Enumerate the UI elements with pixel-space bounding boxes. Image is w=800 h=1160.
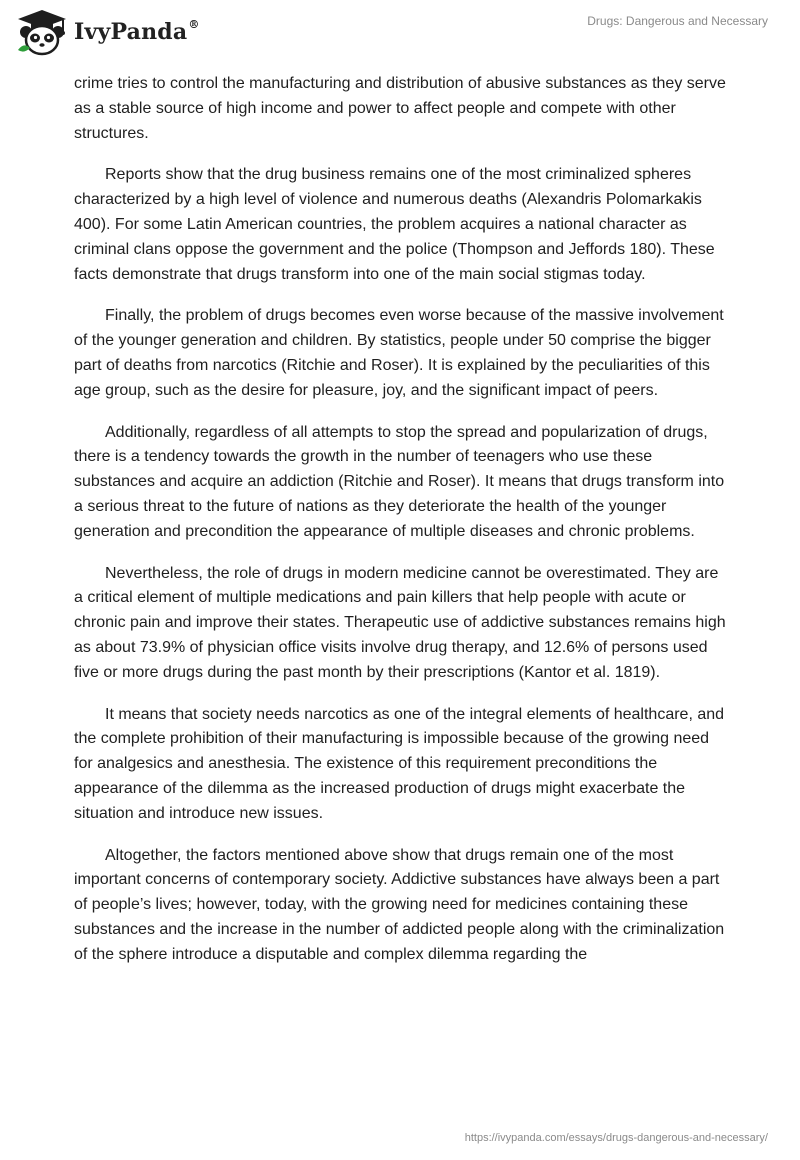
source-url[interactable]: https://ivypanda.com/essays/drugs-dangerous-and-necessary/ — [464, 1132, 768, 1144]
paragraph: Altogether, the factors mentioned above show that drugs remain one of the most important concerns of contemporary society. Addictive substances have always been a part of people’s lives; however, today, with the growing need for medicines containing these substances and the increase in the number of addicted people along with the criminalization of the sphere introduce a disputable and complex dilemma regarding the — [74, 846, 725, 963]
page-header — [0, 0, 800, 64]
paragraph: Nevertheless, the role of drugs in modern medicine cannot be overestimated. They are a critical element of multiple medications and pain killers that help people with acute or chronic pain and improve their states. Therapeutic use of addictive substances remains high as about 73.9% of physician office visits involve drug therapy, and 12.6% of persons used five or more drugs during the past month by their prescriptions (Kantor et al. 1819). — [74, 564, 726, 681]
panda-graduate-icon — [14, 8, 70, 56]
paragraph: Reports show that the drug business remains one of the most criminalized spheres characterized by a high level of violence and numerous deaths (Alexandris Polomarkakis 400). For some Latin American countries, the problem acquires a national character as criminal clans oppose the government and the police (Thompson and Jeffords 180). These facts demonstrate that drugs transform into one of the main social stigmas today. — [74, 166, 715, 283]
paragraph: Finally, the problem of drugs becomes even worse because of the massive involvement of the younger generation and children. By statistics, people under 50 comprise the bigger part of deaths from narcotics (Ritchie and Roser). It is explained by the peculiarities of this age group, such as the desire for pleasure, joy, and the significant impact of peers. — [74, 307, 724, 399]
brand-name: IvyPanda® — [74, 17, 200, 45]
paragraph: crime tries to control the manufacturing and distribution of abusive substances as they serve as a stable source of high income and power to affect people and compete with other structures. — [74, 75, 726, 142]
document-title: Drugs: Dangerous and Necessary — [587, 14, 768, 28]
brand-logo[interactable] — [14, 8, 200, 56]
registered-mark: ® — [188, 17, 200, 31]
essay-body — [74, 72, 730, 985]
paragraph: Additionally, regardless of all attempts to stop the spread and popularization of drugs, there is a tendency towards the growth in the number of teenagers who use these substances and acquire an addiction (Ritchie and Roser). It means that drugs transform into a serious threat to the future of nations as they deteriorate the health of the younger generation and precondition the appearance of multiple diseases and chronic problems. — [74, 423, 725, 540]
paragraph: It means that society needs narcotics as one of the integral elements of healthcare, and the complete prohibition of their manufacturing is impossible because of the growing need for analgesics and anesthesia. The existence of this requirement preconditions the appearance of the dilemma as the increased production of drugs might exacerbate the situation and introduce new issues. — [74, 705, 725, 822]
